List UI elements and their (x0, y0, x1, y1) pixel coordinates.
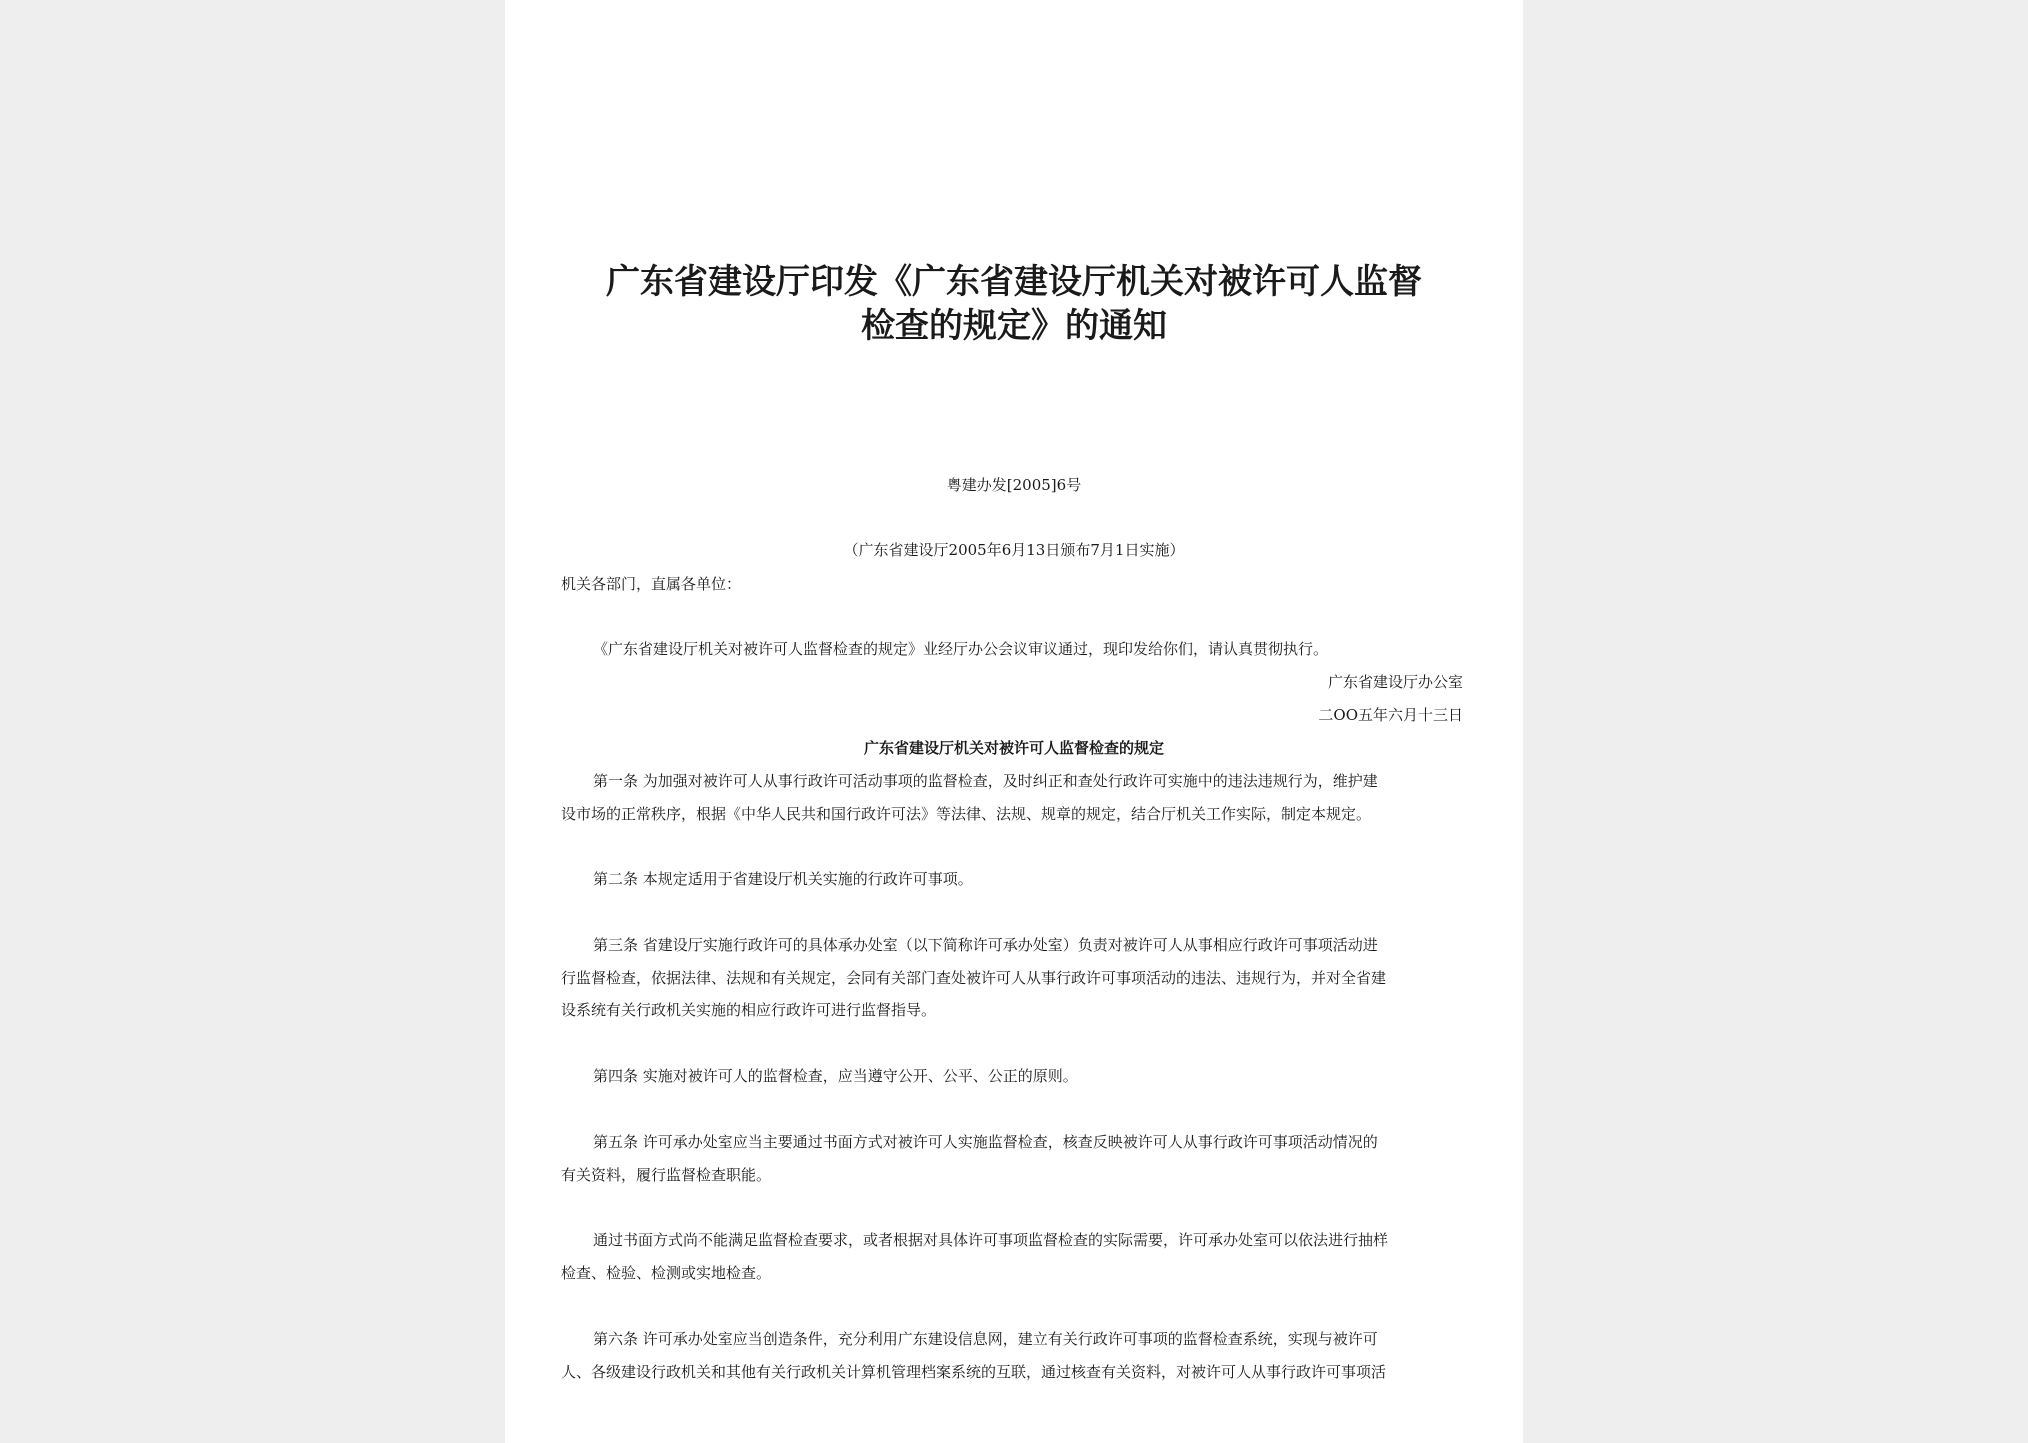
article-1-line-1: 第一条 为加强对被许可人从事行政许可活动事项的监督检查，及时纠正和查处行政许可实施中的违法违规行为，维护建 (593, 772, 1378, 790)
addressee: 机关各部门，直属各单位： (561, 575, 742, 593)
issuer: 广东省建设厅办公室 (1327, 673, 1463, 691)
article-6-line-1: 第六条 许可承办处室应当创造条件，充分利用广东建设信息网，建立有关行政许可事项的监督检查系统，实现与被许可 (593, 1330, 1378, 1348)
regulation-title: 广东省建设厅机关对被许可人监督检查的规定 (863, 739, 1164, 757)
article-2: 第二条 本规定适用于省建设厅机关实施的行政许可事项。 (593, 870, 973, 888)
article-1-line-2: 设市场的正常秩序，根据《中华人民共和国行政许可法》等法律、法规、规章的规定，结合厅机关工作实际，制定本规定。 (561, 805, 1372, 823)
article-6-line-2: 人、各级建设行政机关和其他有关行政机关计算机管理档案系统的互联，通过核查有关资料，对被许可人从事行政许可事项活 (561, 1363, 1387, 1381)
document-page (505, 0, 1523, 1443)
title-line-1: 广东省建设厅印发《广东省建设厅机关对被许可人监督 (606, 262, 1422, 302)
document-number: 粤建办发[2005]6号 (946, 476, 1082, 494)
notice-body: 《广东省建设厅机关对被许可人监督检查的规定》业经厅办公会议审议通过，现印发给你们，请认真贯彻执行。 (593, 640, 1329, 658)
article-3-line-2: 行监督检查，依据法律、法规和有关规定，会同有关部门查处被许可人从事行政许可事项活动的违法、违规行为，并对全省建 (561, 969, 1387, 987)
article-5b-line-2: 检查、检验、检测或实地检查。 (561, 1264, 772, 1282)
article-5-line-2: 有关资料，履行监督检查职能。 (561, 1166, 772, 1184)
title-line-2: 检查的规定》的通知 (861, 306, 1167, 346)
article-5-line-1: 第五条 许可承办处室应当主要通过书面方式对被许可人实施监督检查，核查反映被许可人从事行政许可事项活动情况的 (593, 1133, 1378, 1151)
article-3-line-1: 第三条 省建设厅实施行政许可的具体承办处室（以下简称许可承办处室）负责对被许可人从事相应行政许可事项活动进 (593, 936, 1378, 954)
article-3-line-3: 设系统有关行政机关实施的相应行政许可进行监督指导。 (561, 1001, 937, 1019)
article-5b-line-1: 通过书面方式尚不能满足监督检查要求，或者根据对具体许可事项监督检查的实际需要，许可承办处室可以依法进行抽样 (593, 1231, 1389, 1249)
document-title (565, 260, 1463, 348)
issuance-note: （广东省建设厅2005年6月13日颁布7月1日实施） (843, 541, 1185, 559)
issue-date: 二OO五年六月十三日 (1318, 706, 1463, 724)
article-4: 第四条 实施对被许可人的监督检查，应当遵守公开、公平、公正的原则。 (593, 1067, 1078, 1085)
